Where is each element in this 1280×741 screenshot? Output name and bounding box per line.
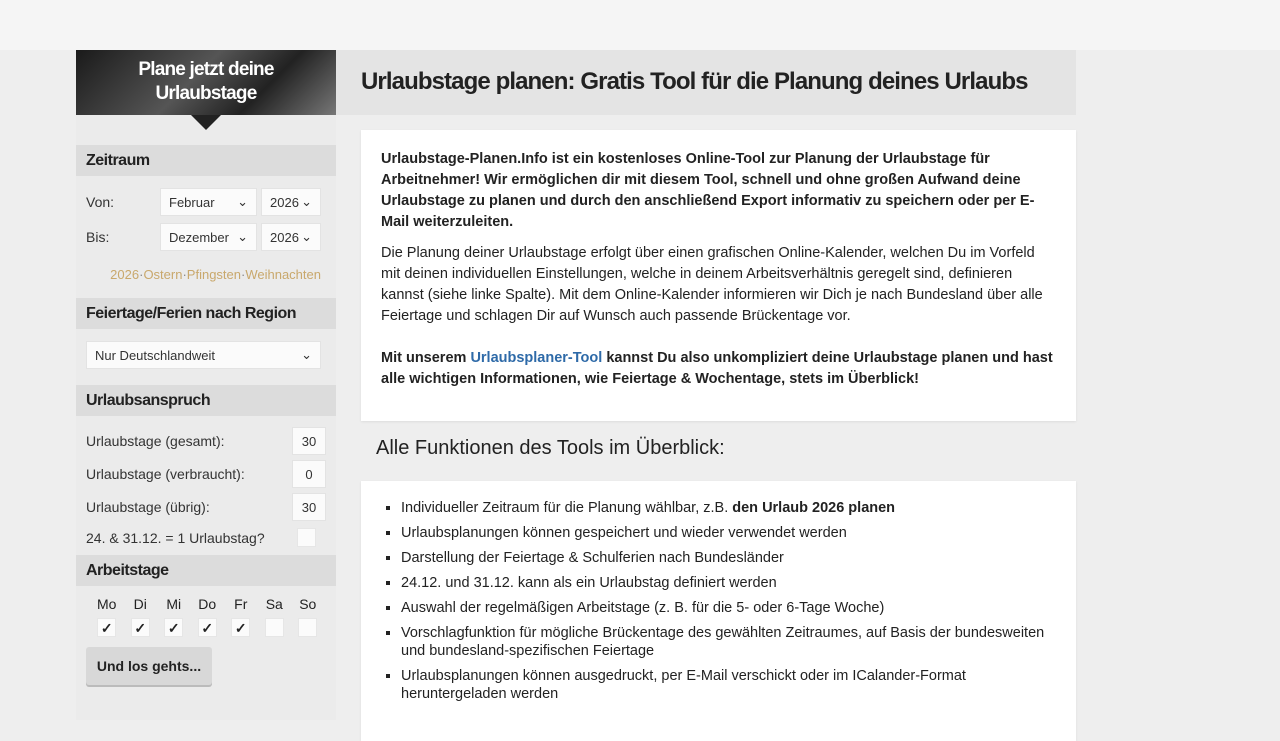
top-bar bbox=[0, 0, 1280, 50]
anspruch-row bbox=[76, 493, 336, 521]
weekday-checkboxes bbox=[76, 596, 336, 637]
weekday-checkbox[interactable] bbox=[198, 618, 217, 637]
weekday-label: So bbox=[299, 596, 317, 612]
chevron-down-icon: ⌄ bbox=[237, 229, 248, 244]
weekday-label: Mo bbox=[97, 596, 117, 612]
weekday-do bbox=[191, 596, 225, 637]
features-box bbox=[361, 481, 1076, 741]
quick-links: 2026·Ostern·Pfingsten·Weihnachten bbox=[110, 267, 321, 282]
features-heading: Alle Funktionen des Tools im Überblick: bbox=[376, 437, 725, 459]
feature-item: ▪ 24.12. und 31.12. kann als ein Urlaubstag definiert werden bbox=[401, 574, 1056, 592]
weekday-label: Sa bbox=[265, 596, 283, 612]
row-label: Urlaubstage (übrig): bbox=[86, 499, 210, 515]
urlaub-2026-link[interactable]: den Urlaub 2026 planen bbox=[732, 500, 896, 516]
feature-item: ▪ Vorschlagfunktion für mögliche Brückentage des gewählten Zeitraumes, auf Basis der bundesweiten und bundesland-spezifischen Feiertage bbox=[401, 624, 1056, 660]
checkmark-icon: ✓ bbox=[201, 620, 214, 636]
checkmark-icon: ✓ bbox=[134, 620, 147, 636]
intro-text: Urlaubstage-Planen.Info ist ein kostenloses Online-Tool zur Planung der Urlaubstage für Arbeitnehmer! Wir ermöglichen dir mit diesem Tool, schnell und ohne großen Aufwand deine Urlaubstage zu planen und durch den anschließend Export informativ zu speichern oder per E-Mail weiterzuleiten. bbox=[381, 151, 1035, 230]
intro-box bbox=[361, 130, 1076, 421]
weekday-mi bbox=[157, 596, 191, 637]
row-label: Urlaubstage (gesamt): bbox=[86, 433, 225, 449]
weekday-so bbox=[291, 596, 325, 637]
section-zeitraum: Zeitraum bbox=[76, 145, 336, 176]
heiligabend-label: 24. & 31.12. = 1 Urlaubstag? bbox=[86, 529, 265, 546]
weekday-sa bbox=[258, 596, 292, 637]
feature-item: ▪ Urlaubsplanungen können ausgedruckt, per E-Mail verschickt oder im ICalander-Format heruntergeladen werden bbox=[401, 667, 1056, 703]
chevron-down-icon: ⌄ bbox=[237, 194, 248, 209]
description-text: Die Planung deiner Urlaubstage erfolgt über einen grafischen Online-Kalender, welchen Du im Vorfeld mit deinen individuellen Einstellungen, welche in deinem Arbeitsverhältnis geregelt sind, definieren kannst (siehe linke Spalte). Mit dem Online-Kalender informieren wir Dich je nach Bundesland über alle Feiertage und schlagen Dir auf Wunsch auch passende Brückentage vor. bbox=[381, 245, 1043, 324]
feature-item: ▪ Darstellung der Feiertage & Schulferien nach Bundesländer bbox=[401, 549, 1056, 567]
weekday-checkbox[interactable] bbox=[131, 618, 150, 637]
feature-item: ▪ Auswahl der regelmäßigen Arbeitstage (z. B. für die 5- oder 6-Tage Woche) bbox=[401, 599, 1056, 617]
gesamt-input[interactable]: 30 bbox=[292, 427, 326, 455]
von-label: Von: bbox=[86, 194, 115, 210]
bis-label: Bis: bbox=[86, 229, 110, 245]
anspruch-row bbox=[76, 427, 336, 455]
link-weihnachten[interactable]: Weihnachten bbox=[245, 267, 321, 282]
weekday-checkbox[interactable] bbox=[164, 618, 183, 637]
bis-year-select[interactable] bbox=[261, 223, 321, 251]
weekday-mo bbox=[90, 596, 124, 637]
selected-value: Dezember bbox=[169, 229, 229, 245]
selected-value: 2026 bbox=[270, 229, 299, 245]
banner-line: Urlaubstage bbox=[155, 83, 257, 104]
link-2026[interactable]: 2026 bbox=[110, 267, 140, 282]
section-region: Feiertage/Ferien nach Region bbox=[76, 298, 336, 329]
weekday-label: Mi bbox=[166, 596, 182, 612]
weekday-label: Do bbox=[198, 596, 217, 612]
weekday-checkbox[interactable] bbox=[231, 618, 250, 637]
weekday-checkbox[interactable] bbox=[298, 618, 317, 637]
text: Individueller Zeitraum für die Planung wählbar, z.B. bbox=[401, 500, 733, 516]
weekday-di bbox=[124, 596, 158, 637]
weekday-label: Fr bbox=[234, 596, 248, 612]
section-arbeitstage: Arbeitstage bbox=[76, 555, 336, 586]
section-urlaubsanspruch: Urlaubsanspruch bbox=[76, 385, 336, 416]
von-year-select[interactable] bbox=[261, 188, 321, 216]
banner-line: Plane jetzt deine bbox=[138, 59, 274, 80]
uebrig-input[interactable]: 30 bbox=[292, 493, 326, 521]
feature-item bbox=[401, 499, 1056, 517]
summary-text bbox=[381, 348, 1056, 390]
text: Mit unserem bbox=[381, 350, 471, 366]
selected-value: 2026 bbox=[270, 194, 299, 210]
selected-value: Nur Deutschlandweit bbox=[95, 347, 215, 363]
selected-value: Februar bbox=[169, 194, 215, 210]
link-pfingsten[interactable]: Pfingsten bbox=[186, 267, 241, 282]
von-month-select[interactable] bbox=[160, 188, 257, 216]
verbraucht-input[interactable]: 0 bbox=[292, 460, 326, 488]
heiligabend-checkbox[interactable] bbox=[297, 528, 316, 547]
checkmark-icon: ✓ bbox=[100, 620, 113, 636]
weekday-label: Di bbox=[133, 596, 147, 612]
urlaubsplaner-tool-link[interactable]: Urlaubsplaner-Tool bbox=[470, 350, 603, 366]
feature-item: ▪ Urlaubsplanungen können gespeichert und wieder verwendet werden bbox=[401, 524, 1056, 542]
region-select[interactable] bbox=[86, 341, 321, 369]
bis-month-select[interactable] bbox=[160, 223, 257, 251]
weekday-checkbox[interactable] bbox=[97, 618, 116, 637]
text: kannst Du also unkompliziert deine Urlaubstage planen und hast alle wichtigen Informationen, wie Feiertage & Wochentage, stets im Überblick! bbox=[381, 350, 1053, 387]
banner bbox=[76, 50, 336, 115]
chevron-down-icon: ⌄ bbox=[301, 194, 312, 209]
checkmark-icon: ✓ bbox=[167, 620, 180, 636]
row-label: Urlaubstage (verbraucht): bbox=[86, 466, 245, 482]
weekday-checkbox[interactable] bbox=[265, 618, 284, 637]
chevron-down-icon: ⌄ bbox=[301, 347, 312, 362]
checkmark-icon: ✓ bbox=[234, 620, 247, 636]
start-button[interactable]: Und los gehts... bbox=[86, 647, 212, 685]
weekday-fr bbox=[224, 596, 258, 637]
sidebar bbox=[76, 50, 336, 720]
page-title: Urlaubstage planen: Gratis Tool für die Planung deines Urlaubs bbox=[336, 50, 1076, 115]
link-ostern[interactable]: Ostern bbox=[143, 267, 183, 282]
chevron-down-icon: ⌄ bbox=[301, 229, 312, 244]
anspruch-row bbox=[76, 460, 336, 488]
